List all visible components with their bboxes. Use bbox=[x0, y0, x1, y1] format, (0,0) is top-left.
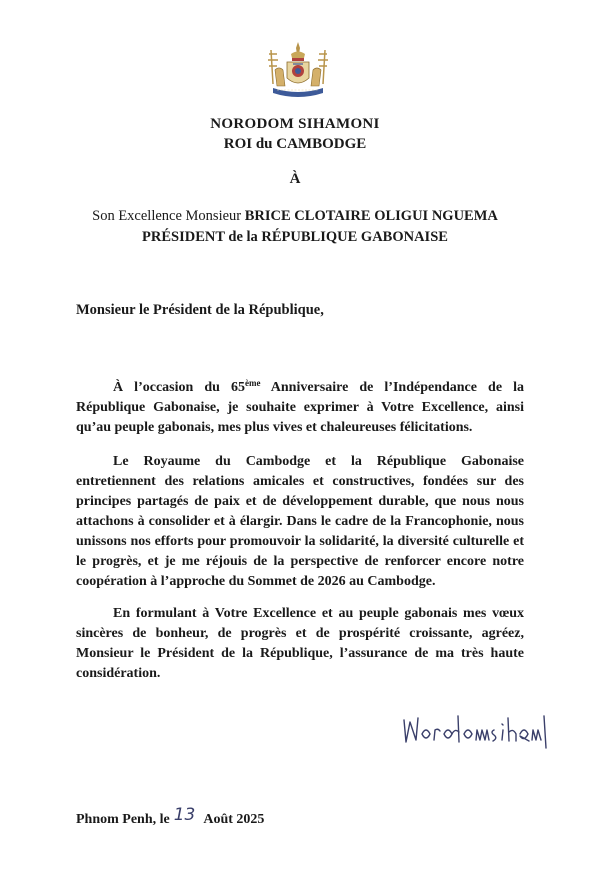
salutation: Monsieur le Président de la République, bbox=[76, 302, 324, 318]
addressee-prefix: Son Excellence Monsieur bbox=[92, 208, 242, 224]
paragraph-1-rest: Anniversaire de l’Indépendance de la République Gabonaise, je souhaite exprimer à Votre Excellence, ainsi qu’au peuple gabonais, mes plus vives et chaleureuses félicitations. bbox=[76, 380, 524, 435]
king-title: ROI du CAMBODGE bbox=[223, 136, 367, 152]
addressee-title: PRÉSIDENT de la RÉPUBLIQUE GABONAISE bbox=[142, 229, 448, 245]
place-and-date bbox=[76, 805, 265, 828]
king-name: NORODOM SIHAMONI bbox=[210, 116, 380, 132]
handwritten-day: 13 bbox=[173, 805, 196, 825]
month-year: Août 2025 bbox=[203, 812, 265, 827]
paragraph-1-start: À l’occasion du 65 bbox=[113, 380, 245, 395]
addressee-marker: À bbox=[289, 171, 301, 187]
addressee-name: BRICE CLOTAIRE OLIGUI NGUEMA bbox=[244, 208, 498, 224]
paragraph-3: En formulant à Votre Excellence et au peuple gabonais mes vœux sincères de bonheur, de progrès et de prospérité croissante, agréez, Monsieur le Président de la République, l’assurance de ma très haute considération. bbox=[76, 606, 524, 681]
cambodia-royal-coat-of-arms-icon bbox=[263, 40, 333, 104]
handwritten-signature-icon bbox=[400, 712, 550, 752]
paragraph-2: Le Royaume du Cambodge et la République Gabonaise entretiennent des relations amicales et constructives, fondées sur des principes partagés de paix et de développement durable, que nous nous attachons à consolider et à élargir. Dans le cadre de la Francophonie, nous unissons nos efforts pour promouvoir la solidarité, la diversité culturelle et le progrès, et je me réjouis de la perspective de renforcer encore notre coopération à l’approche du Sommet de 2026 au Cambodge. bbox=[76, 454, 524, 589]
paragraph-1 bbox=[76, 378, 524, 438]
ordinal-suffix: ème bbox=[244, 378, 261, 388]
addressee-line bbox=[0, 208, 590, 225]
place: Phnom Penh, le bbox=[76, 812, 170, 827]
